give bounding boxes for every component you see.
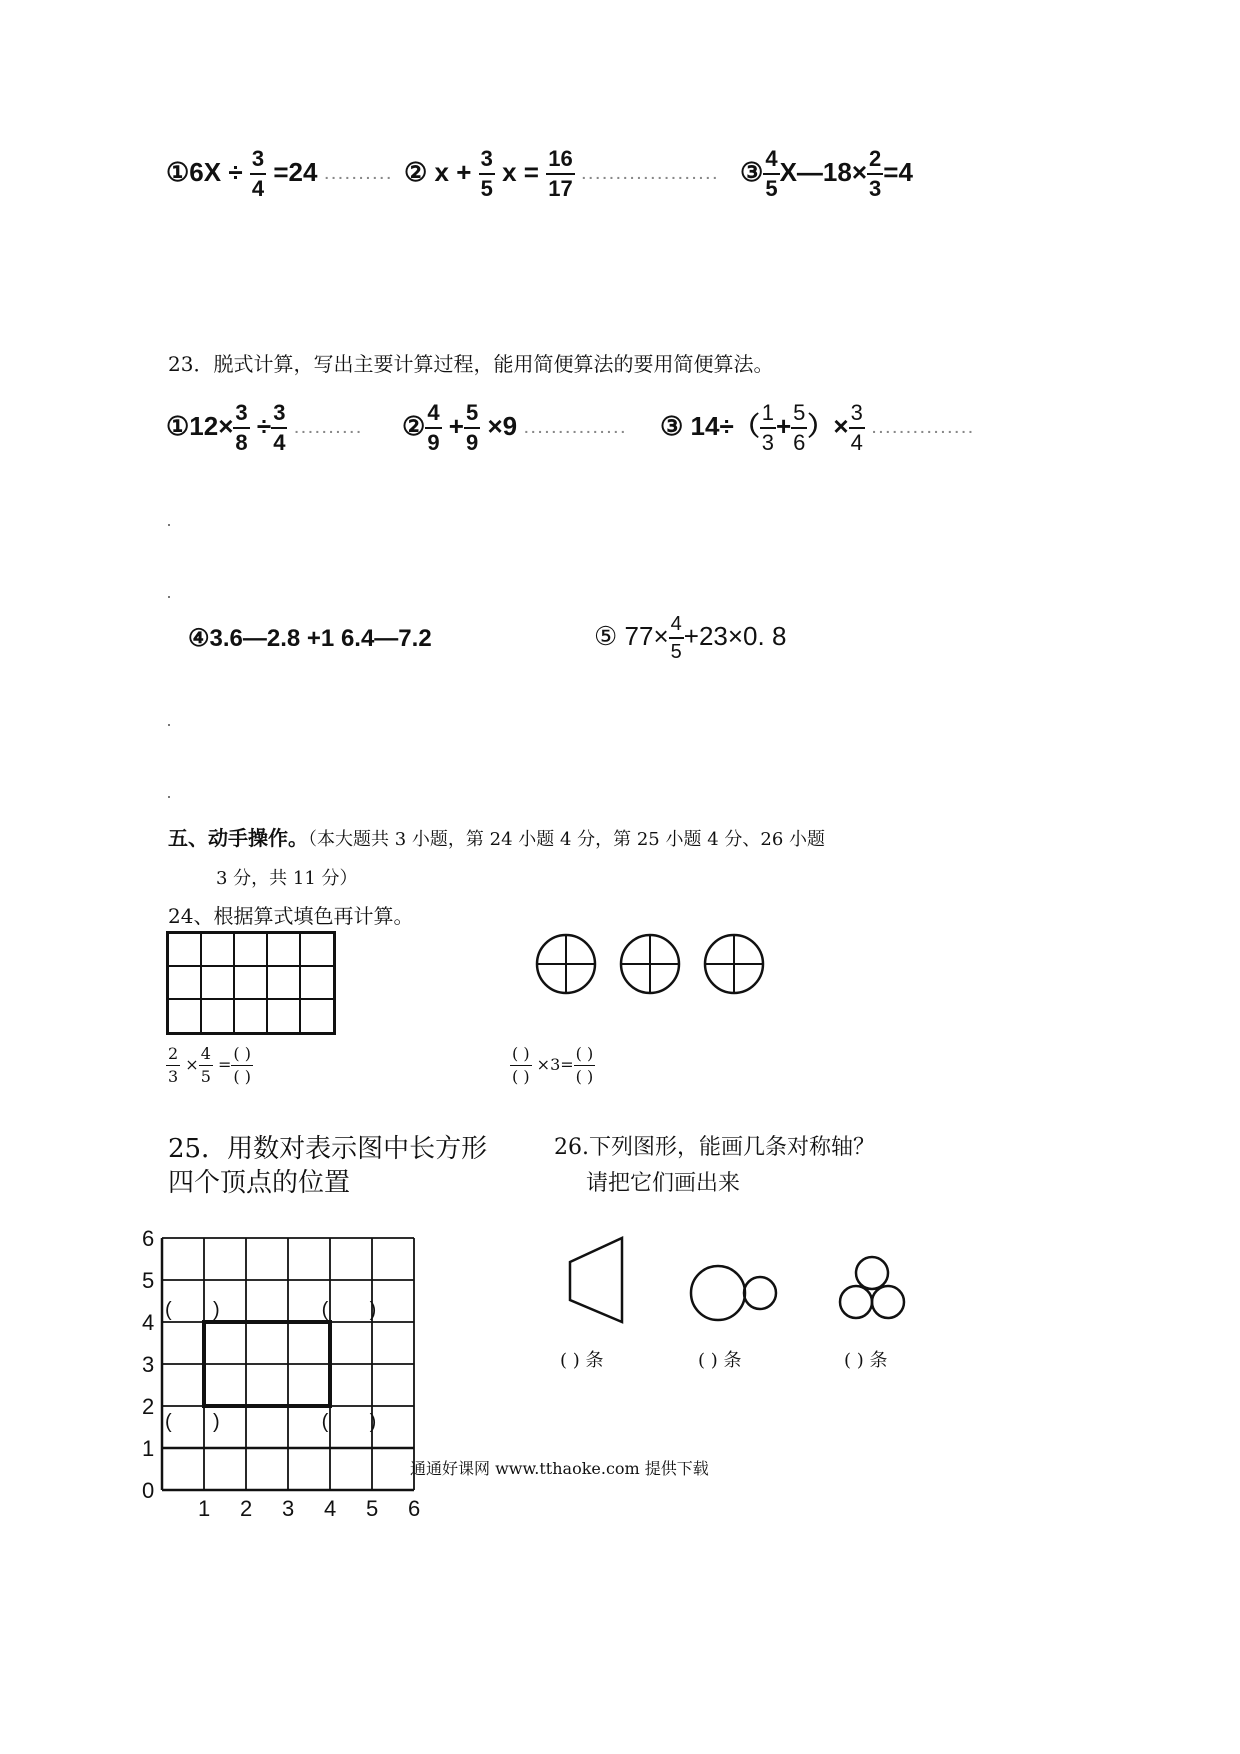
vertex-answer-paren-open[interactable]: (: [165, 1299, 172, 1321]
fraction: $\frac{3}{5}$: [480, 146, 493, 201]
question-24-title: 24、根据算式填色再计算。: [168, 904, 414, 928]
dotted-leader: ...............: [872, 420, 976, 436]
answer-fraction[interactable]: $\frac{( )}{( )}$: [575, 1044, 594, 1086]
answer-blank-trapezoid[interactable]: ( ) 条: [560, 1350, 604, 1371]
y-tick-label: 2: [142, 1394, 155, 1419]
q24-equation-right: $\frac{( )}{( )}$ ×3= $\frac{( )}{( )}$: [512, 1044, 594, 1086]
dotted-leader: ...............: [524, 420, 628, 436]
x-tick-label: 2: [240, 1496, 253, 1521]
y-tick-label: 3: [142, 1352, 155, 1377]
question-25-title-line1: 25．用数对表示图中长方形: [168, 1134, 488, 1164]
x-tick-label: 3: [282, 1496, 295, 1521]
two-circles-shape: [691, 1266, 776, 1320]
fraction: $\frac{2}{3}$: [168, 1044, 179, 1086]
y-tick-label: 0: [142, 1478, 155, 1503]
calc-4: ④3.6—2.8 +1 6.4—7.2: [188, 625, 432, 652]
vertex-answer-paren-close[interactable]: ): [369, 1411, 377, 1433]
section-5-note: 3 分，共 11 分）: [216, 868, 358, 889]
calc-5: ⑤ 77× $\frac{4}{5}$ +23×0. 8: [594, 613, 787, 663]
trapezoid-shape: [570, 1238, 622, 1322]
fraction: $\frac{1}{3}$: [761, 400, 774, 455]
calc-1: ①12× $\frac{3}{8}$ ÷ $\frac{3}{4}$ ..........: [166, 400, 364, 455]
y-tick-label: 4: [142, 1310, 155, 1335]
vertex-answer-paren-close[interactable]: ): [213, 1299, 220, 1321]
y-tick-label: 1: [142, 1436, 155, 1461]
margin-dot: [168, 796, 170, 798]
fraction: $\frac{16}{17}$: [548, 146, 573, 201]
answer-blank-three-circles[interactable]: ( ) 条: [844, 1350, 888, 1371]
equation-3: ③ $\frac{4}{5}$ X—18× $\frac{2}{3}$ =4: [740, 146, 913, 201]
vertex-answer-paren-close[interactable]: ): [213, 1411, 220, 1433]
equation-1: ①6X ÷ $\frac{3}{4}$ =24 ..........: [166, 146, 394, 201]
x-tick-label: 1: [198, 1496, 211, 1521]
equation-2: ② x + $\frac{3}{5}$ x = $\frac{16}{17}$ ....................: [404, 146, 720, 201]
answer-fraction[interactable]: $\frac{( )}{( )}$: [512, 1044, 530, 1086]
three-circles-shape: [840, 1257, 904, 1318]
quartered-circles: [530, 930, 770, 1000]
vertex-answer-paren-open[interactable]: (: [321, 1299, 329, 1321]
footer-source: 通通好课网 www.tthaoke.com 提供下载: [410, 1459, 709, 1478]
fraction: $\frac{3}{4}$: [251, 146, 265, 201]
question-26-title-line2: 请把它们画出来: [586, 1171, 741, 1196]
question-23-title: 23．脱式计算，写出主要计算过程，能用简便算法的要用简便算法。: [168, 352, 774, 376]
answer-fraction[interactable]: $\frac{( )}{( )}$: [233, 1044, 251, 1086]
margin-dot: [168, 724, 170, 726]
fraction: $\frac{3}{8}$: [235, 400, 248, 455]
quartered-circle: [621, 935, 679, 993]
fraction-rectangle-grid: [166, 931, 338, 1037]
y-tick-label: 5: [142, 1268, 155, 1293]
dotted-leader: ....................: [581, 166, 720, 182]
dotted-leader: ..........: [324, 166, 394, 182]
margin-dot: [168, 596, 170, 598]
fraction: $\frac{5}{9}$: [465, 400, 479, 455]
fraction: $\frac{3}{4}$: [850, 400, 863, 455]
quartered-circle: [537, 935, 595, 993]
question-25-title-line2: 四个顶点的位置: [168, 1168, 351, 1198]
fraction: $\frac{4}{5}$: [200, 1044, 211, 1086]
coordinate-grid: [134, 1226, 434, 1526]
answer-blank-two-circles[interactable]: ( ) 条: [698, 1350, 742, 1371]
margin-dot: [168, 524, 170, 526]
fraction: $\frac{2}{3}$: [869, 146, 882, 201]
question-26-title-line1: 26.下列图形，能画几条对称轴？: [554, 1135, 875, 1160]
calc-3: ③ 14÷（ $\frac{1}{3}$ + $\frac{5}{6}$ ）× $\frac{3}{4}$ ...............: [660, 400, 976, 455]
quartered-circle: [705, 935, 763, 993]
fraction: $\frac{3}{4}$: [273, 400, 286, 455]
y-tick-label: 6: [142, 1226, 155, 1251]
fraction: $\frac{4}{9}$: [427, 400, 440, 455]
calc-2: ② $\frac{4}{9}$ + $\frac{5}{9}$ ×9 ...............: [402, 400, 628, 455]
fraction: $\frac{5}{6}$: [793, 400, 806, 455]
x-tick-label: 6: [408, 1496, 421, 1521]
vertex-answer-paren-close[interactable]: ): [369, 1299, 377, 1321]
q24-equation-left: $\frac{2}{3}$ × $\frac{4}{5}$ = $\frac{( )}{( )}$: [168, 1044, 251, 1086]
symmetry-shapes: [560, 1232, 920, 1328]
dotted-leader: ..........: [294, 420, 364, 436]
fraction: $\frac{4}{5}$: [765, 146, 778, 201]
x-tick-label: 4: [324, 1496, 337, 1521]
section-5-heading: 五、动手操作。（本大题共 3 小题，第 24 小题 4 分，第 25 小题 4 分、26 小题: [168, 828, 826, 850]
fraction: $\frac{4}{5}$: [670, 613, 682, 663]
vertex-answer-paren-open[interactable]: (: [165, 1411, 172, 1433]
vertex-answer-paren-open[interactable]: (: [321, 1411, 329, 1433]
x-tick-label: 5: [366, 1496, 379, 1521]
